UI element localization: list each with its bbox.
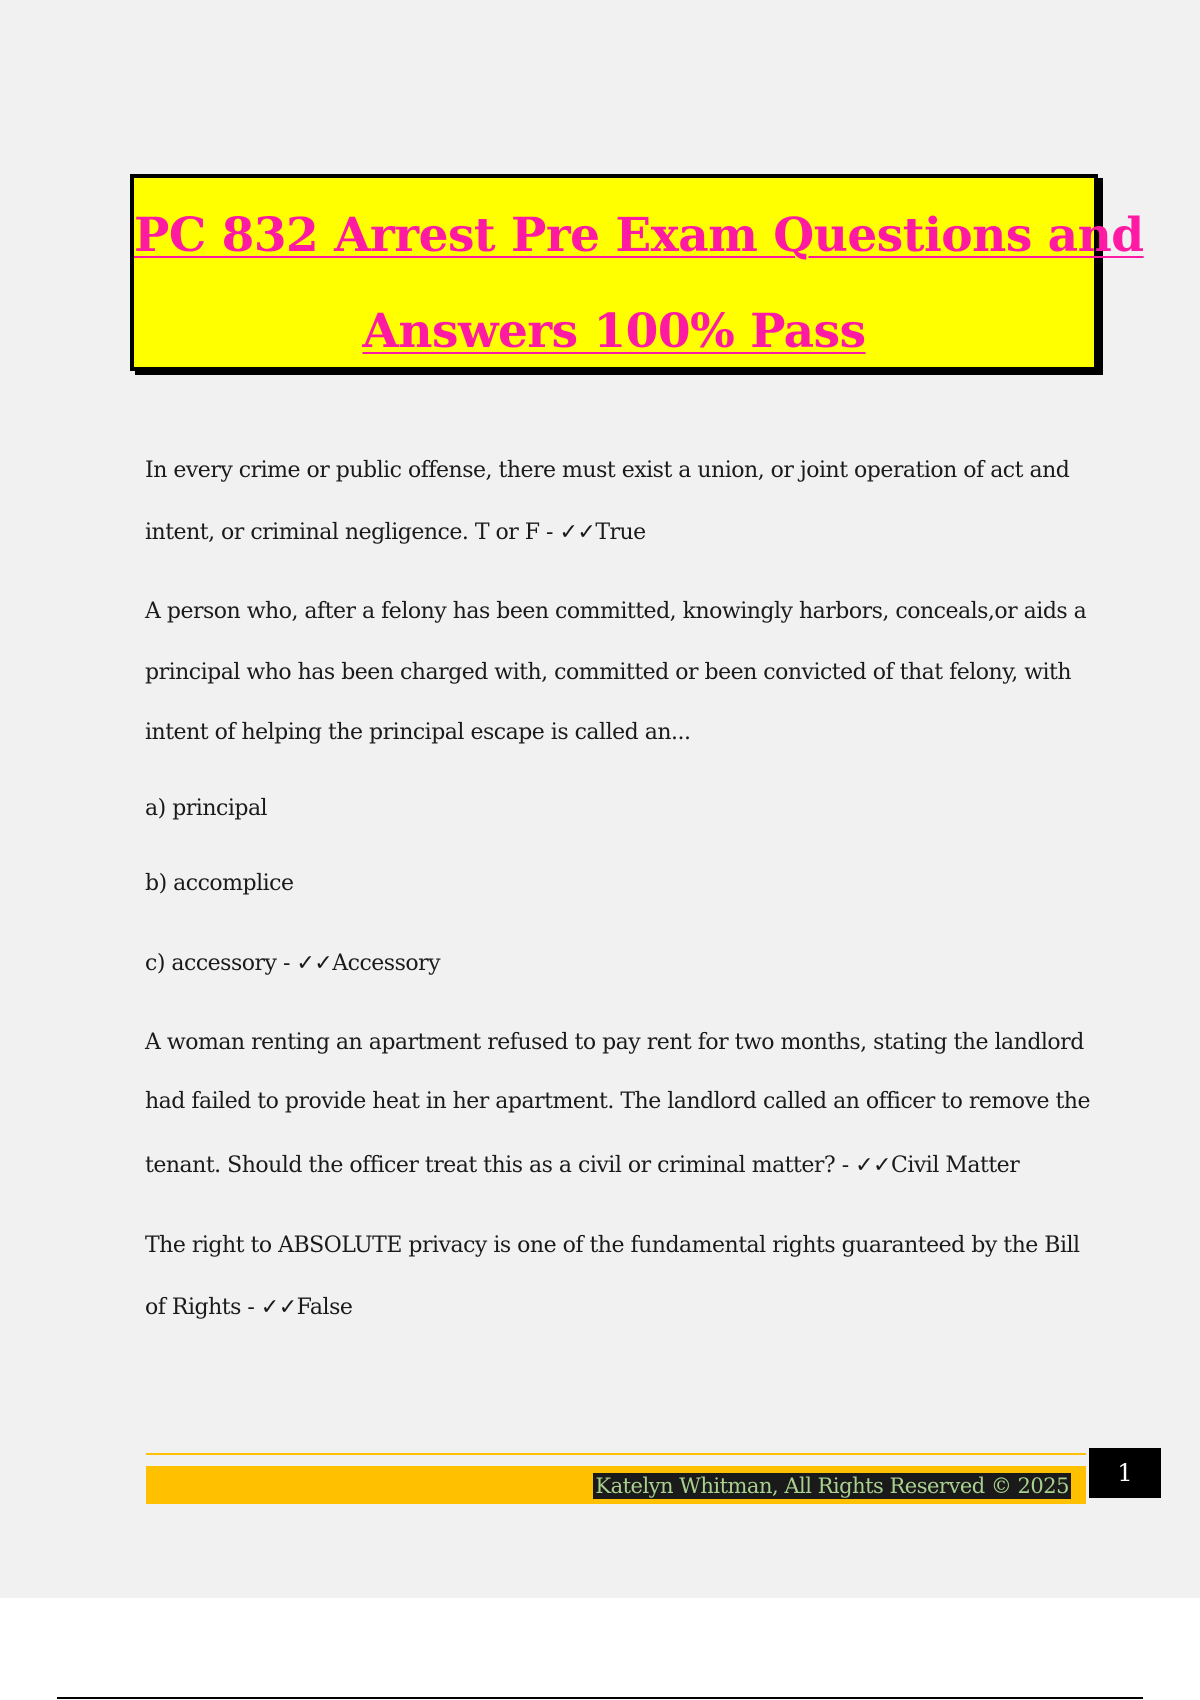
question-3-line-2: had failed to provide heat in her apartment. The landlord called an officer to remove the [145, 1089, 1090, 1114]
question-3-line-3: tenant. Should the officer treat this as a civil or criminal matter? - ✓✓Civil Matter [145, 1153, 1020, 1178]
footer-rule [146, 1453, 1086, 1455]
option-a: a) principal [145, 796, 268, 821]
page-number: 1 [1089, 1448, 1161, 1498]
question-4-line-2: of Rights - ✓✓False [145, 1295, 353, 1320]
option-c-answer: c) accessory - ✓✓Accessory [145, 951, 441, 976]
footer-copyright: Katelyn Whitman, All Rights Reserved © 2025 [595, 1474, 1069, 1498]
option-b: b) accomplice [145, 871, 294, 896]
footer-bar [146, 1466, 1086, 1504]
bottom-divider [57, 1697, 1143, 1699]
question-2-line-2: principal who has been charged with, committed or been convicted of that felony, with [145, 660, 1072, 685]
question-3-line-1: A woman renting an apartment refused to pay rent for two months, stating the landlord [145, 1030, 1084, 1055]
title-line-1: PC 832 Arrest Pre Exam Questions and [134, 208, 1144, 263]
title-banner [130, 174, 1144, 371]
question-1-line-2: intent, or criminal negligence. T or F - ✓✓True [145, 520, 646, 545]
question-2-line-3: intent of helping the principal escape is called an... [145, 720, 691, 745]
title-line-2: Answers 100% Pass [362, 304, 866, 359]
question-2-line-1: A person who, after a felony has been committed, knowingly harbors, conceals,or aids a [145, 599, 1087, 624]
question-4-line-1: The right to ABSOLUTE privacy is one of the fundamental rights guaranteed by the Bill [145, 1233, 1080, 1258]
question-1-line-1: In every crime or public offense, there must exist a union, or joint operation of act and [145, 458, 1070, 483]
